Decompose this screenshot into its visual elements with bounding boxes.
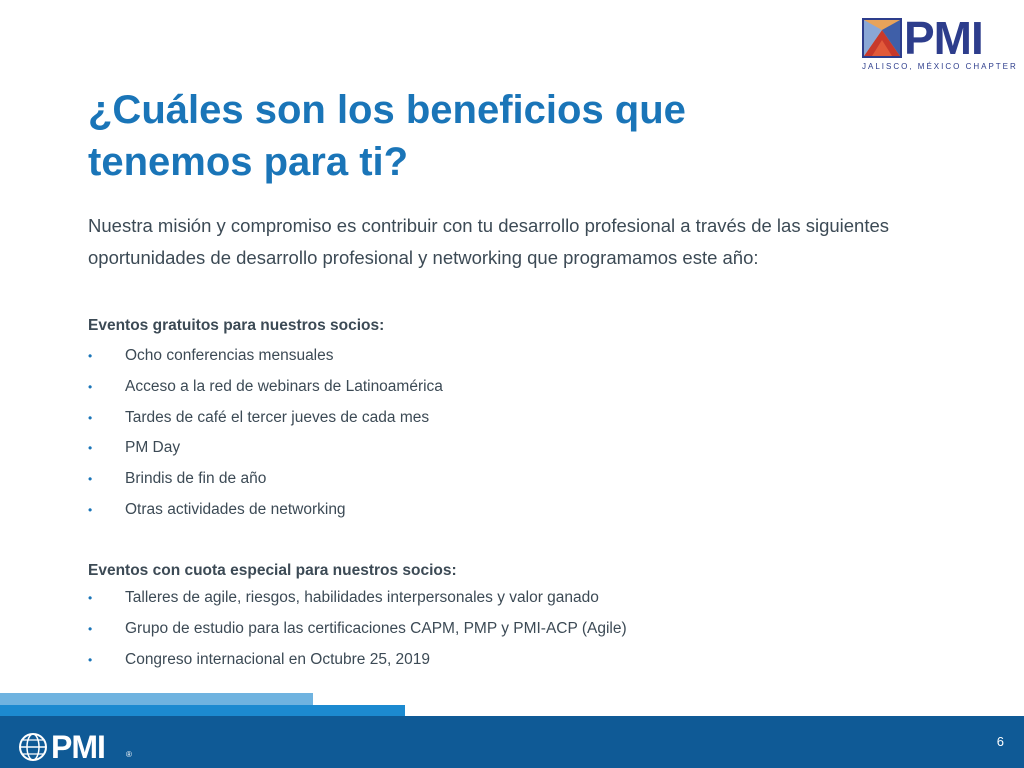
bullet-icon: • xyxy=(88,621,93,636)
chapter-logo xyxy=(862,12,1018,74)
bullet-icon: • xyxy=(88,441,93,456)
bullet-icon: • xyxy=(88,652,93,667)
list-item xyxy=(88,464,888,495)
list-item-text: Congreso internacional en Octubre 25, 2019 xyxy=(125,650,431,668)
bullet-icon: • xyxy=(88,410,93,425)
bullet-icon: • xyxy=(88,591,93,605)
list-item-text: Ocho conferencias mensuales xyxy=(125,347,334,364)
footer-logo xyxy=(18,730,138,764)
list-item-text: PM Day xyxy=(125,439,181,457)
free-events-heading: Eventos gratuitos para nuestros socios: xyxy=(88,317,385,334)
free-events-section xyxy=(88,315,888,526)
bullet-icon: • xyxy=(88,379,93,394)
chapter-logo-text: PMI xyxy=(904,12,983,64)
intro-paragraph: Nuestra misión y compromiso es contribuir con tu desarrollo profesional a través de las siguientes oportunidades de desarrollo profesional y networking que programamos este año: xyxy=(88,215,890,268)
bullet-icon: • xyxy=(88,502,93,517)
paid-events-section xyxy=(88,560,888,675)
bullet-icon: • xyxy=(88,472,93,487)
list-item xyxy=(88,341,888,372)
list-item xyxy=(88,583,888,614)
list-item xyxy=(88,433,888,464)
bullet-icon: • xyxy=(88,349,93,363)
list-item xyxy=(88,495,888,526)
list-item xyxy=(88,645,888,676)
list-item-text: Acceso a la red de webinars de Latinoamérica xyxy=(125,377,443,395)
list-item-text: Talleres de agile, riesgos, habilidades interpersonales y valor ganado xyxy=(125,589,599,606)
page-title: ¿Cuáles son los beneficios que tenemos para ti? xyxy=(88,88,686,184)
list-item-text: Otras actividades de networking xyxy=(125,500,346,518)
paid-events-list xyxy=(88,583,888,675)
list-item-text: Tardes de café el tercer jueves de cada mes xyxy=(125,408,430,426)
globe-icon xyxy=(18,732,48,762)
registered-mark: ® xyxy=(126,750,132,759)
page-number: 6 xyxy=(996,734,1004,749)
footer-band-dark xyxy=(0,716,1024,768)
footer-logo-text: PMI xyxy=(51,729,105,765)
paid-events-heading: Eventos con cuota especial para nuestros socios: xyxy=(88,562,457,579)
list-item xyxy=(88,372,888,403)
list-item xyxy=(88,614,888,645)
chapter-name: JALISCO, MÉXICO CHAPTER xyxy=(862,62,1018,71)
list-item xyxy=(88,403,888,434)
list-item-text: Brindis de fin de año xyxy=(125,470,267,488)
free-events-list xyxy=(88,341,888,526)
list-item-text: Grupo de estudio para las certificaciones CAPM, PMP y PMI-ACP (Agile) xyxy=(125,619,627,637)
pmi-chapter-mark-icon xyxy=(862,18,902,58)
